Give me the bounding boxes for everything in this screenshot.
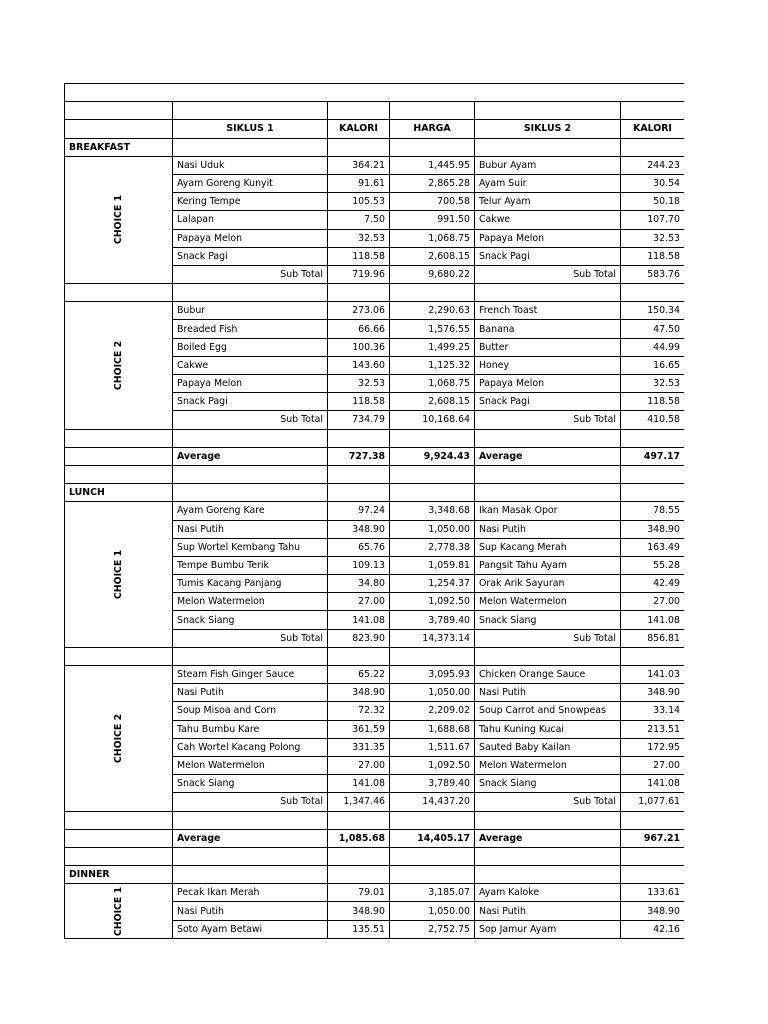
kalori-1-value: 348.90: [328, 684, 390, 702]
kalori-1-value: 361.59: [328, 720, 390, 738]
section-title: LUNCH: [65, 484, 173, 502]
kalori-1-value: 72.32: [328, 702, 390, 720]
subtotal-kalori-1: 823.90: [328, 629, 390, 647]
header-kalori-1: KALORI: [328, 120, 390, 138]
blank-cell: [390, 102, 475, 120]
siklus-2-item: Butter: [475, 338, 621, 356]
siklus-1-item: Snack Pagi: [173, 247, 328, 265]
harga-value: 2,290.63: [390, 302, 475, 320]
siklus-2-item: Ayam Suir: [475, 174, 621, 192]
harga-value: 1,059.81: [390, 556, 475, 574]
blank-cell: [65, 829, 173, 847]
blank-cell: [328, 138, 390, 156]
kalori-1-value: 66.66: [328, 320, 390, 338]
kalori-1-value: 32.53: [328, 229, 390, 247]
siklus-2-item: Sauted Baby Kailan: [475, 738, 621, 756]
kalori-1-value: 273.06: [328, 302, 390, 320]
blank-cell: [65, 647, 173, 665]
siklus-1-item: Lalapan: [173, 211, 328, 229]
harga-value: 1,576.55: [390, 320, 475, 338]
subtotal-label-2: Sub Total: [475, 793, 621, 811]
harga-value: 991.50: [390, 211, 475, 229]
kalori-2-value: 172.95: [621, 738, 685, 756]
choice-label: [65, 156, 173, 283]
harga-value: 3,789.40: [390, 611, 475, 629]
kalori-2-value: 150.34: [621, 302, 685, 320]
subtotal-kalori-1: 1,347.46: [328, 793, 390, 811]
blank-cell: [65, 465, 173, 483]
harga-value: 3,348.68: [390, 502, 475, 520]
blank-cell: [328, 484, 390, 502]
average-kalori-2: 967.21: [621, 829, 685, 847]
harga-value: 1,125.32: [390, 356, 475, 374]
blank-row: [65, 284, 685, 302]
blank-cell: [390, 138, 475, 156]
blank-cell: [173, 138, 328, 156]
kalori-1-value: 79.01: [328, 884, 390, 902]
harga-value: 2,209.02: [390, 702, 475, 720]
blank-cell: [65, 284, 173, 302]
title-row: [65, 84, 685, 102]
blank-cell: [328, 647, 390, 665]
blank-cell: [390, 647, 475, 665]
blank-cell: [475, 484, 621, 502]
average-harga: 9,924.43: [390, 447, 475, 465]
blank-cell: [390, 847, 475, 865]
siklus-2-item: Bubur Ayam: [475, 156, 621, 174]
siklus-1-item: Ayam Goreng Kare: [173, 502, 328, 520]
subtotal-kalori-1: 719.96: [328, 265, 390, 283]
siklus-2-item: Pangsit Tahu Ayam: [475, 556, 621, 574]
blank-cell: [621, 866, 685, 884]
subtotal-harga: 14,437.20: [390, 793, 475, 811]
siklus-2-item: Melon Watermelon: [475, 756, 621, 774]
blank-cell: [621, 429, 685, 447]
blank-row: [65, 429, 685, 447]
siklus-2-item: Orak Arik Sayuran: [475, 575, 621, 593]
kalori-1-value: 109.13: [328, 556, 390, 574]
siklus-2-item: Papaya Melon: [475, 229, 621, 247]
harga-value: 1,511.67: [390, 738, 475, 756]
subtotal-kalori-2: 583.76: [621, 265, 685, 283]
siklus-2-item: Melon Watermelon: [475, 593, 621, 611]
choice-label: [65, 666, 173, 812]
kalori-2-value: 141.08: [621, 775, 685, 793]
siklus-2-item: Papaya Melon: [475, 375, 621, 393]
siklus-2-item: Telur Ayam: [475, 193, 621, 211]
section-row-breakfast: [65, 138, 685, 156]
menu-item-row: [65, 156, 685, 174]
kalori-2-value: 50.18: [621, 193, 685, 211]
siklus-2-item: Cakwe: [475, 211, 621, 229]
kalori-2-value: 32.53: [621, 375, 685, 393]
harga-value: 1,050.00: [390, 902, 475, 920]
subtotal-kalori-2: 1,077.61: [621, 793, 685, 811]
blank-cell: [621, 465, 685, 483]
siklus-1-item: Cakwe: [173, 356, 328, 374]
siklus-1-item: Boiled Egg: [173, 338, 328, 356]
siklus-2-item: Ayam Kaloke: [475, 884, 621, 902]
blank-row: [65, 847, 685, 865]
blank-cell: [475, 284, 621, 302]
blank-cell: [173, 484, 328, 502]
header-row: [65, 120, 685, 138]
average-harga: 14,405.17: [390, 829, 475, 847]
subtotal-label-2: Sub Total: [475, 265, 621, 283]
blank-cell: [65, 447, 173, 465]
menu-spreadsheet: [64, 83, 684, 945]
blank-cell: [621, 138, 685, 156]
kalori-1-value: 364.21: [328, 156, 390, 174]
blank-cell: [173, 847, 328, 865]
siklus-2-item: Snack Siang: [475, 775, 621, 793]
kalori-1-value: 34.80: [328, 575, 390, 593]
blank-row: [65, 102, 685, 120]
blank-cell: [621, 284, 685, 302]
siklus-2-item: Snack Pagi: [475, 247, 621, 265]
menu-item-row: [65, 666, 685, 684]
blank-cell: [173, 429, 328, 447]
siklus-1-item: Steam Fish Ginger Sauce: [173, 666, 328, 684]
harga-value: 1,092.50: [390, 756, 475, 774]
average-row: [65, 829, 685, 847]
blank-cell: [475, 102, 621, 120]
kalori-2-value: 348.90: [621, 902, 685, 920]
kalori-2-value: 244.23: [621, 156, 685, 174]
siklus-2-item: Sup Kacang Merah: [475, 538, 621, 556]
kalori-1-value: 32.53: [328, 375, 390, 393]
blank-cell: [173, 866, 328, 884]
siklus-1-item: Soto Ayam Betawi: [173, 920, 328, 938]
choice-label: [65, 884, 173, 939]
header-blank: [65, 120, 173, 138]
siklus-1-item: Bubur: [173, 302, 328, 320]
blank-cell: [328, 465, 390, 483]
header-harga: HARGA: [390, 120, 475, 138]
siklus-1-item: Melon Watermelon: [173, 756, 328, 774]
siklus-1-item: Ayam Goreng Kunyit: [173, 174, 328, 192]
harga-value: 700.58: [390, 193, 475, 211]
harga-value: 1,092.50: [390, 593, 475, 611]
blank-cell: [173, 465, 328, 483]
kalori-2-value: 107.70: [621, 211, 685, 229]
blank-cell: [621, 484, 685, 502]
harga-value: 2,778.38: [390, 538, 475, 556]
blank-cell: [328, 284, 390, 302]
section-row-lunch: [65, 484, 685, 502]
kalori-2-value: 141.03: [621, 666, 685, 684]
siklus-2-item: Soup Carrot and Snowpeas: [475, 702, 621, 720]
siklus-1-item: Snack Siang: [173, 775, 328, 793]
siklus-2-item: French Toast: [475, 302, 621, 320]
kalori-2-value: 118.58: [621, 393, 685, 411]
subtotal-label-2: Sub Total: [475, 411, 621, 429]
blank-cell: [65, 811, 173, 829]
header-kalori-2: KALORI: [621, 120, 685, 138]
harga-value: 1,050.00: [390, 520, 475, 538]
menu-item-row: [65, 302, 685, 320]
blank-cell: [390, 284, 475, 302]
kalori-1-value: 141.08: [328, 611, 390, 629]
siklus-1-item: Snack Siang: [173, 611, 328, 629]
siklus-1-item: Soup Misoa and Corn: [173, 702, 328, 720]
kalori-2-value: 42.49: [621, 575, 685, 593]
blank-cell: [390, 465, 475, 483]
subtotal-label: Sub Total: [173, 411, 328, 429]
blank-cell: [475, 847, 621, 865]
siklus-1-item: Tempe Bumbu Terik: [173, 556, 328, 574]
blank-row: [65, 647, 685, 665]
kalori-1-value: 348.90: [328, 902, 390, 920]
blank-cell: [390, 811, 475, 829]
kalori-1-value: 135.51: [328, 920, 390, 938]
subtotal-label-2: Sub Total: [475, 629, 621, 647]
siklus-2-item: Nasi Putih: [475, 520, 621, 538]
blank-cell: [328, 866, 390, 884]
siklus-1-item: Tahu Bumbu Kare: [173, 720, 328, 738]
choice-label-text: CHOICE 1: [112, 195, 124, 245]
siklus-2-item: Ikan Masak Opor: [475, 502, 621, 520]
kalori-2-value: 78.55: [621, 502, 685, 520]
kalori-1-value: 143.60: [328, 356, 390, 374]
kalori-1-value: 100.36: [328, 338, 390, 356]
choice-label: [65, 302, 173, 429]
blank-cell: [475, 429, 621, 447]
siklus-1-item: Nasi Putih: [173, 902, 328, 920]
kalori-1-value: 331.35: [328, 738, 390, 756]
average-label: Average: [173, 829, 328, 847]
siklus-1-item: Breaded Fish: [173, 320, 328, 338]
menu-item-row: [65, 502, 685, 520]
average-label-2: Average: [475, 447, 621, 465]
blank-cell: [173, 647, 328, 665]
blank-cell: [65, 84, 685, 102]
subtotal-label: Sub Total: [173, 793, 328, 811]
siklus-1-item: Tumis Kacang Panjang: [173, 575, 328, 593]
kalori-1-value: 27.00: [328, 756, 390, 774]
kalori-2-value: 55.28: [621, 556, 685, 574]
average-row: [65, 447, 685, 465]
menu-item-row: [65, 884, 685, 902]
blank-cell: [621, 811, 685, 829]
blank-cell: [475, 465, 621, 483]
harga-value: 1,068.75: [390, 229, 475, 247]
choice-label-text: CHOICE 1: [112, 886, 124, 936]
harga-value: 2,752.75: [390, 920, 475, 938]
blank-cell: [475, 866, 621, 884]
harga-value: 2,865.28: [390, 174, 475, 192]
kalori-2-value: 118.58: [621, 247, 685, 265]
menu-table: [64, 83, 684, 939]
kalori-2-value: 44.99: [621, 338, 685, 356]
siklus-1-item: Sup Wortel Kembang Tahu: [173, 538, 328, 556]
choice-label-text: CHOICE 2: [112, 713, 124, 763]
kalori-2-value: 213.51: [621, 720, 685, 738]
blank-cell: [328, 847, 390, 865]
kalori-1-value: 141.08: [328, 775, 390, 793]
harga-value: 2,608.15: [390, 247, 475, 265]
harga-value: 1,445.95: [390, 156, 475, 174]
siklus-2-item: Honey: [475, 356, 621, 374]
blank-cell: [390, 484, 475, 502]
subtotal-harga: 10,168.64: [390, 411, 475, 429]
blank-cell: [328, 429, 390, 447]
average-kalori-1: 1,085.68: [328, 829, 390, 847]
average-label-2: Average: [475, 829, 621, 847]
blank-cell: [475, 811, 621, 829]
siklus-1-item: Cah Wortel Kacang Polong: [173, 738, 328, 756]
siklus-2-item: Chicken Orange Sauce: [475, 666, 621, 684]
harga-value: 2,608.15: [390, 393, 475, 411]
blank-cell: [173, 284, 328, 302]
kalori-1-value: 348.90: [328, 520, 390, 538]
blank-cell: [475, 647, 621, 665]
siklus-1-item: Melon Watermelon: [173, 593, 328, 611]
kalori-2-value: 16.65: [621, 356, 685, 374]
siklus-1-item: Pecak Ikan Merah: [173, 884, 328, 902]
blank-cell: [173, 102, 328, 120]
kalori-2-value: 141.08: [621, 611, 685, 629]
siklus-1-item: Nasi Uduk: [173, 156, 328, 174]
subtotal-harga: 14,373.14: [390, 629, 475, 647]
kalori-1-value: 91.61: [328, 174, 390, 192]
average-label: Average: [173, 447, 328, 465]
blank-cell: [65, 847, 173, 865]
kalori-2-value: 163.49: [621, 538, 685, 556]
harga-value: 3,095.93: [390, 666, 475, 684]
siklus-1-item: Kering Tempe: [173, 193, 328, 211]
kalori-2-value: 32.53: [621, 229, 685, 247]
harga-value: 3,789.40: [390, 775, 475, 793]
blank-cell: [328, 102, 390, 120]
harga-value: 1,050.00: [390, 684, 475, 702]
choice-label-text: CHOICE 1: [112, 549, 124, 600]
kalori-2-value: 33.14: [621, 702, 685, 720]
siklus-2-item: Nasi Putih: [475, 902, 621, 920]
kalori-1-value: 27.00: [328, 593, 390, 611]
kalori-1-value: 65.22: [328, 666, 390, 684]
subtotal-kalori-1: 734.79: [328, 411, 390, 429]
siklus-1-item: Papaya Melon: [173, 375, 328, 393]
siklus-1-item: Nasi Putih: [173, 684, 328, 702]
blank-cell: [621, 847, 685, 865]
kalori-2-value: 30.54: [621, 174, 685, 192]
siklus-2-item: Tahu Kuning Kucai: [475, 720, 621, 738]
siklus-1-item: Nasi Putih: [173, 520, 328, 538]
subtotal-kalori-2: 410.58: [621, 411, 685, 429]
blank-cell: [65, 102, 173, 120]
kalori-2-value: 27.00: [621, 593, 685, 611]
header-siklus-1: SIKLUS 1: [173, 120, 328, 138]
siklus-2-item: Sop Jamur Ayam: [475, 920, 621, 938]
kalori-2-value: 42.16: [621, 920, 685, 938]
siklus-2-item: Nasi Putih: [475, 684, 621, 702]
siklus-1-item: Snack Pagi: [173, 393, 328, 411]
blank-cell: [390, 429, 475, 447]
siklus-2-item: Snack Pagi: [475, 393, 621, 411]
average-kalori-2: 497.17: [621, 447, 685, 465]
section-title: BREAKFAST: [65, 138, 173, 156]
subtotal-label: Sub Total: [173, 629, 328, 647]
kalori-1-value: 105.53: [328, 193, 390, 211]
harga-value: 1,499.25: [390, 338, 475, 356]
blank-row: [65, 811, 685, 829]
kalori-1-value: 118.58: [328, 247, 390, 265]
subtotal-kalori-2: 856.81: [621, 629, 685, 647]
harga-value: 3,185.07: [390, 884, 475, 902]
header-siklus-2: SIKLUS 2: [475, 120, 621, 138]
harga-value: 1,254.37: [390, 575, 475, 593]
kalori-1-value: 65.76: [328, 538, 390, 556]
kalori-2-value: 47.50: [621, 320, 685, 338]
average-kalori-1: 727.38: [328, 447, 390, 465]
blank-cell: [390, 866, 475, 884]
harga-value: 1,068.75: [390, 375, 475, 393]
kalori-1-value: 97.24: [328, 502, 390, 520]
siklus-1-item: Papaya Melon: [173, 229, 328, 247]
section-row-dinner: [65, 866, 685, 884]
blank-cell: [328, 811, 390, 829]
kalori-2-value: 27.00: [621, 756, 685, 774]
choice-label: [65, 502, 173, 648]
siklus-2-item: Snack Siang: [475, 611, 621, 629]
kalori-1-value: 7.50: [328, 211, 390, 229]
blank-cell: [173, 811, 328, 829]
blank-row: [65, 465, 685, 483]
choice-label-text: CHOICE 2: [112, 340, 124, 391]
kalori-1-value: 118.58: [328, 393, 390, 411]
subtotal-label: Sub Total: [173, 265, 328, 283]
kalori-2-value: 133.61: [621, 884, 685, 902]
blank-cell: [621, 102, 685, 120]
blank-cell: [475, 138, 621, 156]
siklus-2-item: Banana: [475, 320, 621, 338]
section-title: DINNER: [65, 866, 173, 884]
blank-cell: [65, 429, 173, 447]
blank-cell: [621, 647, 685, 665]
kalori-2-value: 348.90: [621, 520, 685, 538]
harga-value: 1,688.68: [390, 720, 475, 738]
subtotal-harga: 9,680.22: [390, 265, 475, 283]
kalori-2-value: 348.90: [621, 684, 685, 702]
